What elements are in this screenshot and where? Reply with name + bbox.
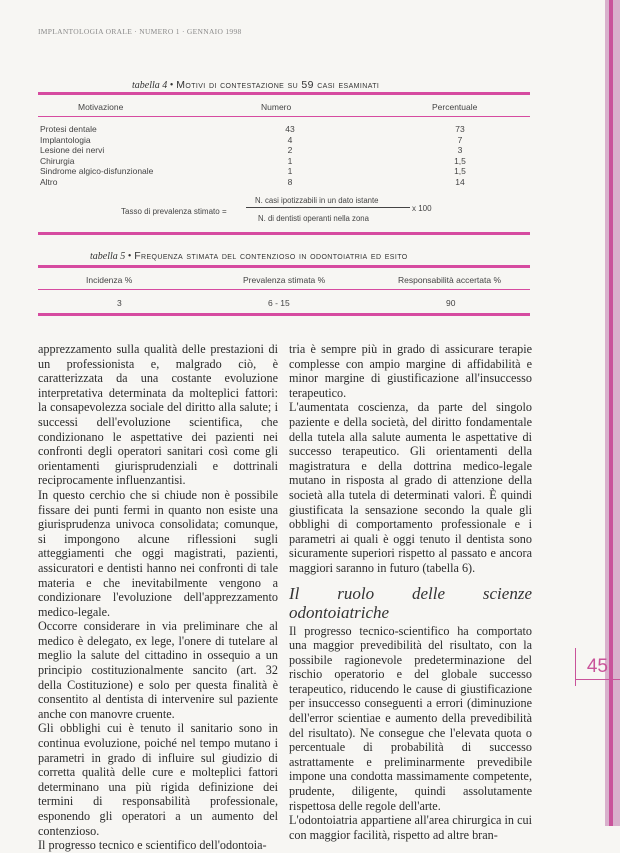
page-number: 45 bbox=[586, 656, 608, 677]
table4-header-numero: Numero bbox=[261, 102, 292, 112]
section-heading: Il ruolo delle scienze odontoiatriche bbox=[289, 583, 532, 622]
table-cell: 1,5 bbox=[454, 155, 466, 166]
body-paragraph: tria è sempre più in grado di assicurare terapie complesse con ampio margine di affidabilità e minor margine di giustificazione all'insuccesso terapeutico. bbox=[289, 342, 532, 400]
table-cell: 1,5 bbox=[454, 166, 466, 176]
formula-label: Tasso di prevalenza stimato = bbox=[121, 207, 227, 216]
table5-title bbox=[90, 250, 408, 262]
table4-numero-column bbox=[272, 124, 308, 187]
table-cell: 8 bbox=[287, 176, 293, 187]
body-paragraph: Il progresso tecnico e scientifico dell'odontoia- bbox=[38, 838, 267, 853]
table-cell: Sindrome algico-disfunzionale bbox=[40, 166, 154, 176]
table5-header-rule bbox=[38, 289, 530, 290]
table4-caption: Motivi di contestazione su 59 casi esaminati bbox=[176, 79, 380, 91]
margin-color-stripe bbox=[605, 0, 620, 826]
table-cell: 7 bbox=[457, 134, 463, 145]
table4-header-percentuale: Percentuale bbox=[432, 102, 478, 112]
body-paragraph: Occorre considerare in via preliminare che al medico è delegato, ex lege, l'onere di tutelare al meglio la salute del cittadino in ossequio a un principio costituzionalmente sancito (art. 32 della Costituzione) e solo per questa finalità è consentito al dentista di intervenire sul paziente anche con manovre cruente. bbox=[38, 619, 278, 721]
table-cell: Altro bbox=[40, 176, 58, 187]
table5-header-incidenza: Incidenza % bbox=[86, 275, 133, 285]
running-header: IMPLANTOLOGIA ORALE · NUMERO 1 · GENNAIO 1998 bbox=[38, 27, 242, 36]
table-cell: 2 bbox=[287, 145, 293, 155]
table-cell: Chirurgia bbox=[40, 155, 75, 166]
table-cell: Protesi dentale bbox=[40, 124, 97, 134]
table-cell: 1 bbox=[287, 166, 293, 176]
table4-motivation-column bbox=[40, 124, 153, 187]
body-paragraph: In questo cerchio che si chiude non è possibile fissare dei punti fermi in quanto non esiste una giurisprudenza univoca consolidata; comunque, si impongono alcune riflessioni sugli atteggiamenti che oggi magistrati, pazienti, assicuratori e dentisti hanno nei confronti di tale materia e che inevitabilmente vengono a condizionare l'evoluzione dell'apprezzamento medico-legale. bbox=[38, 487, 278, 619]
table5-header-prevalenza: Prevalenza stimata % bbox=[243, 275, 326, 285]
table5-incidenza-value: 3 bbox=[117, 298, 122, 308]
body-right-column bbox=[289, 342, 532, 842]
table-cell: 14 bbox=[455, 176, 465, 187]
table-cell: Lesione dei nervi bbox=[40, 145, 105, 155]
table5-prevalenza-value: 6 - 15 bbox=[268, 298, 290, 308]
body-paragraph: L'odontoiatria appartiene all'area chirurgica in cui con maggior facilità, rispetto ad altre bran- bbox=[289, 813, 532, 842]
body-paragraph: Gli obblighi cui è tenuto il sanitario sono in continua evoluzione, poiché nel tempo mutano i parametri in grado di influire sul giudizio di corretta qualità delle cure e molteplici fattori determinano una più rigida definizione dei termini di responsabilità professionale, esponendo gli operatori a un aumento del contenzioso. bbox=[38, 721, 278, 838]
table4-percentuale-column bbox=[442, 124, 478, 187]
table-cell: 1 bbox=[287, 155, 293, 166]
table5-bottom-rule bbox=[38, 313, 530, 316]
table-cell: 43 bbox=[285, 124, 295, 134]
formula-multiplier: x 100 bbox=[412, 204, 432, 213]
table5-caption: Frequenza stimata del contenzioso in odontoiatria ed esito bbox=[134, 250, 408, 262]
formula-numerator: N. casi ipotizzabili in un dato istante bbox=[255, 196, 379, 205]
table-cell: 73 bbox=[455, 124, 465, 134]
table4-header-motivazione: Motivazione bbox=[78, 102, 124, 112]
body-paragraph: Il progresso tecnico-scientifico ha comportato una maggior prevedibilità del risultato, con la possibile ragionevole predeterminazione del rischio operatorio e del globale successo terapeutico, riducendo le cause di giustificazione per insuccesso conseguenti a errori (diminuzione dell'error scientiae e aumento della prevedibilità del risultato). Ne consegue che l'elevata quota o percentuale di probabilità di successo astrattamente e preliminarmente prevedibile impone una condotta massimamente competente, prudente, diligente, quindi assolutamente rispettosa delle regole dell'arte. bbox=[289, 623, 532, 813]
body-left-column bbox=[38, 342, 278, 853]
table4-bottom-rule bbox=[38, 232, 530, 235]
formula-denominator: N. di dentisti operanti nella zona bbox=[258, 214, 369, 223]
table5-label: tabella 5 • bbox=[90, 251, 132, 262]
table4-title bbox=[132, 79, 379, 91]
table-cell: 3 bbox=[457, 145, 463, 155]
body-paragraph: L'aumentata coscienza, da parte del singolo paziente e della società, del diritto fondamentale della tutela alla salute aumenta le aspettative di successo terapeutico. Gli orientamenti della magistratura e della dottrina medico-legale mutano in risposta al grado di attenzione della società alla tutela di determinati valori. È quindi giustificata la sensazione secondo la quale gli obblighi di comportamento professionale e i parametri ai quali è oggi tenuto il dentista sono sicuramente superiori rispetto al passato e ancora maggiori saranno in futuro (tabella 6). bbox=[289, 400, 532, 575]
table4-top-rule bbox=[38, 92, 530, 95]
table-cell: Implantologia bbox=[40, 134, 91, 145]
formula-fraction-bar bbox=[246, 207, 410, 208]
body-paragraph: apprezzamento sulla qualità delle prestazioni di un professionista e, malgrado ciò, è caratterizzata da una costante evoluzione interpretativa determinata da molteplici fattori: la consapevolezza sociale del diritto alla salute; i successi dell'evoluzione scientifica, che condizionano le aspettative dei pazienti nei confronti degli operatori sanitari così come gli orientamenti giurisprudenziali e dottrinali reciprocamente influenzantisi. bbox=[38, 342, 278, 488]
table5-header-responsabilita: Responsabilità accertata % bbox=[398, 275, 502, 285]
table5-responsabilita-value: 90 bbox=[446, 298, 456, 308]
table5-top-rule bbox=[38, 265, 530, 268]
table4-header-rule bbox=[38, 116, 530, 117]
table-cell: 4 bbox=[287, 134, 293, 145]
table4-label: tabella 4 • bbox=[132, 80, 174, 91]
